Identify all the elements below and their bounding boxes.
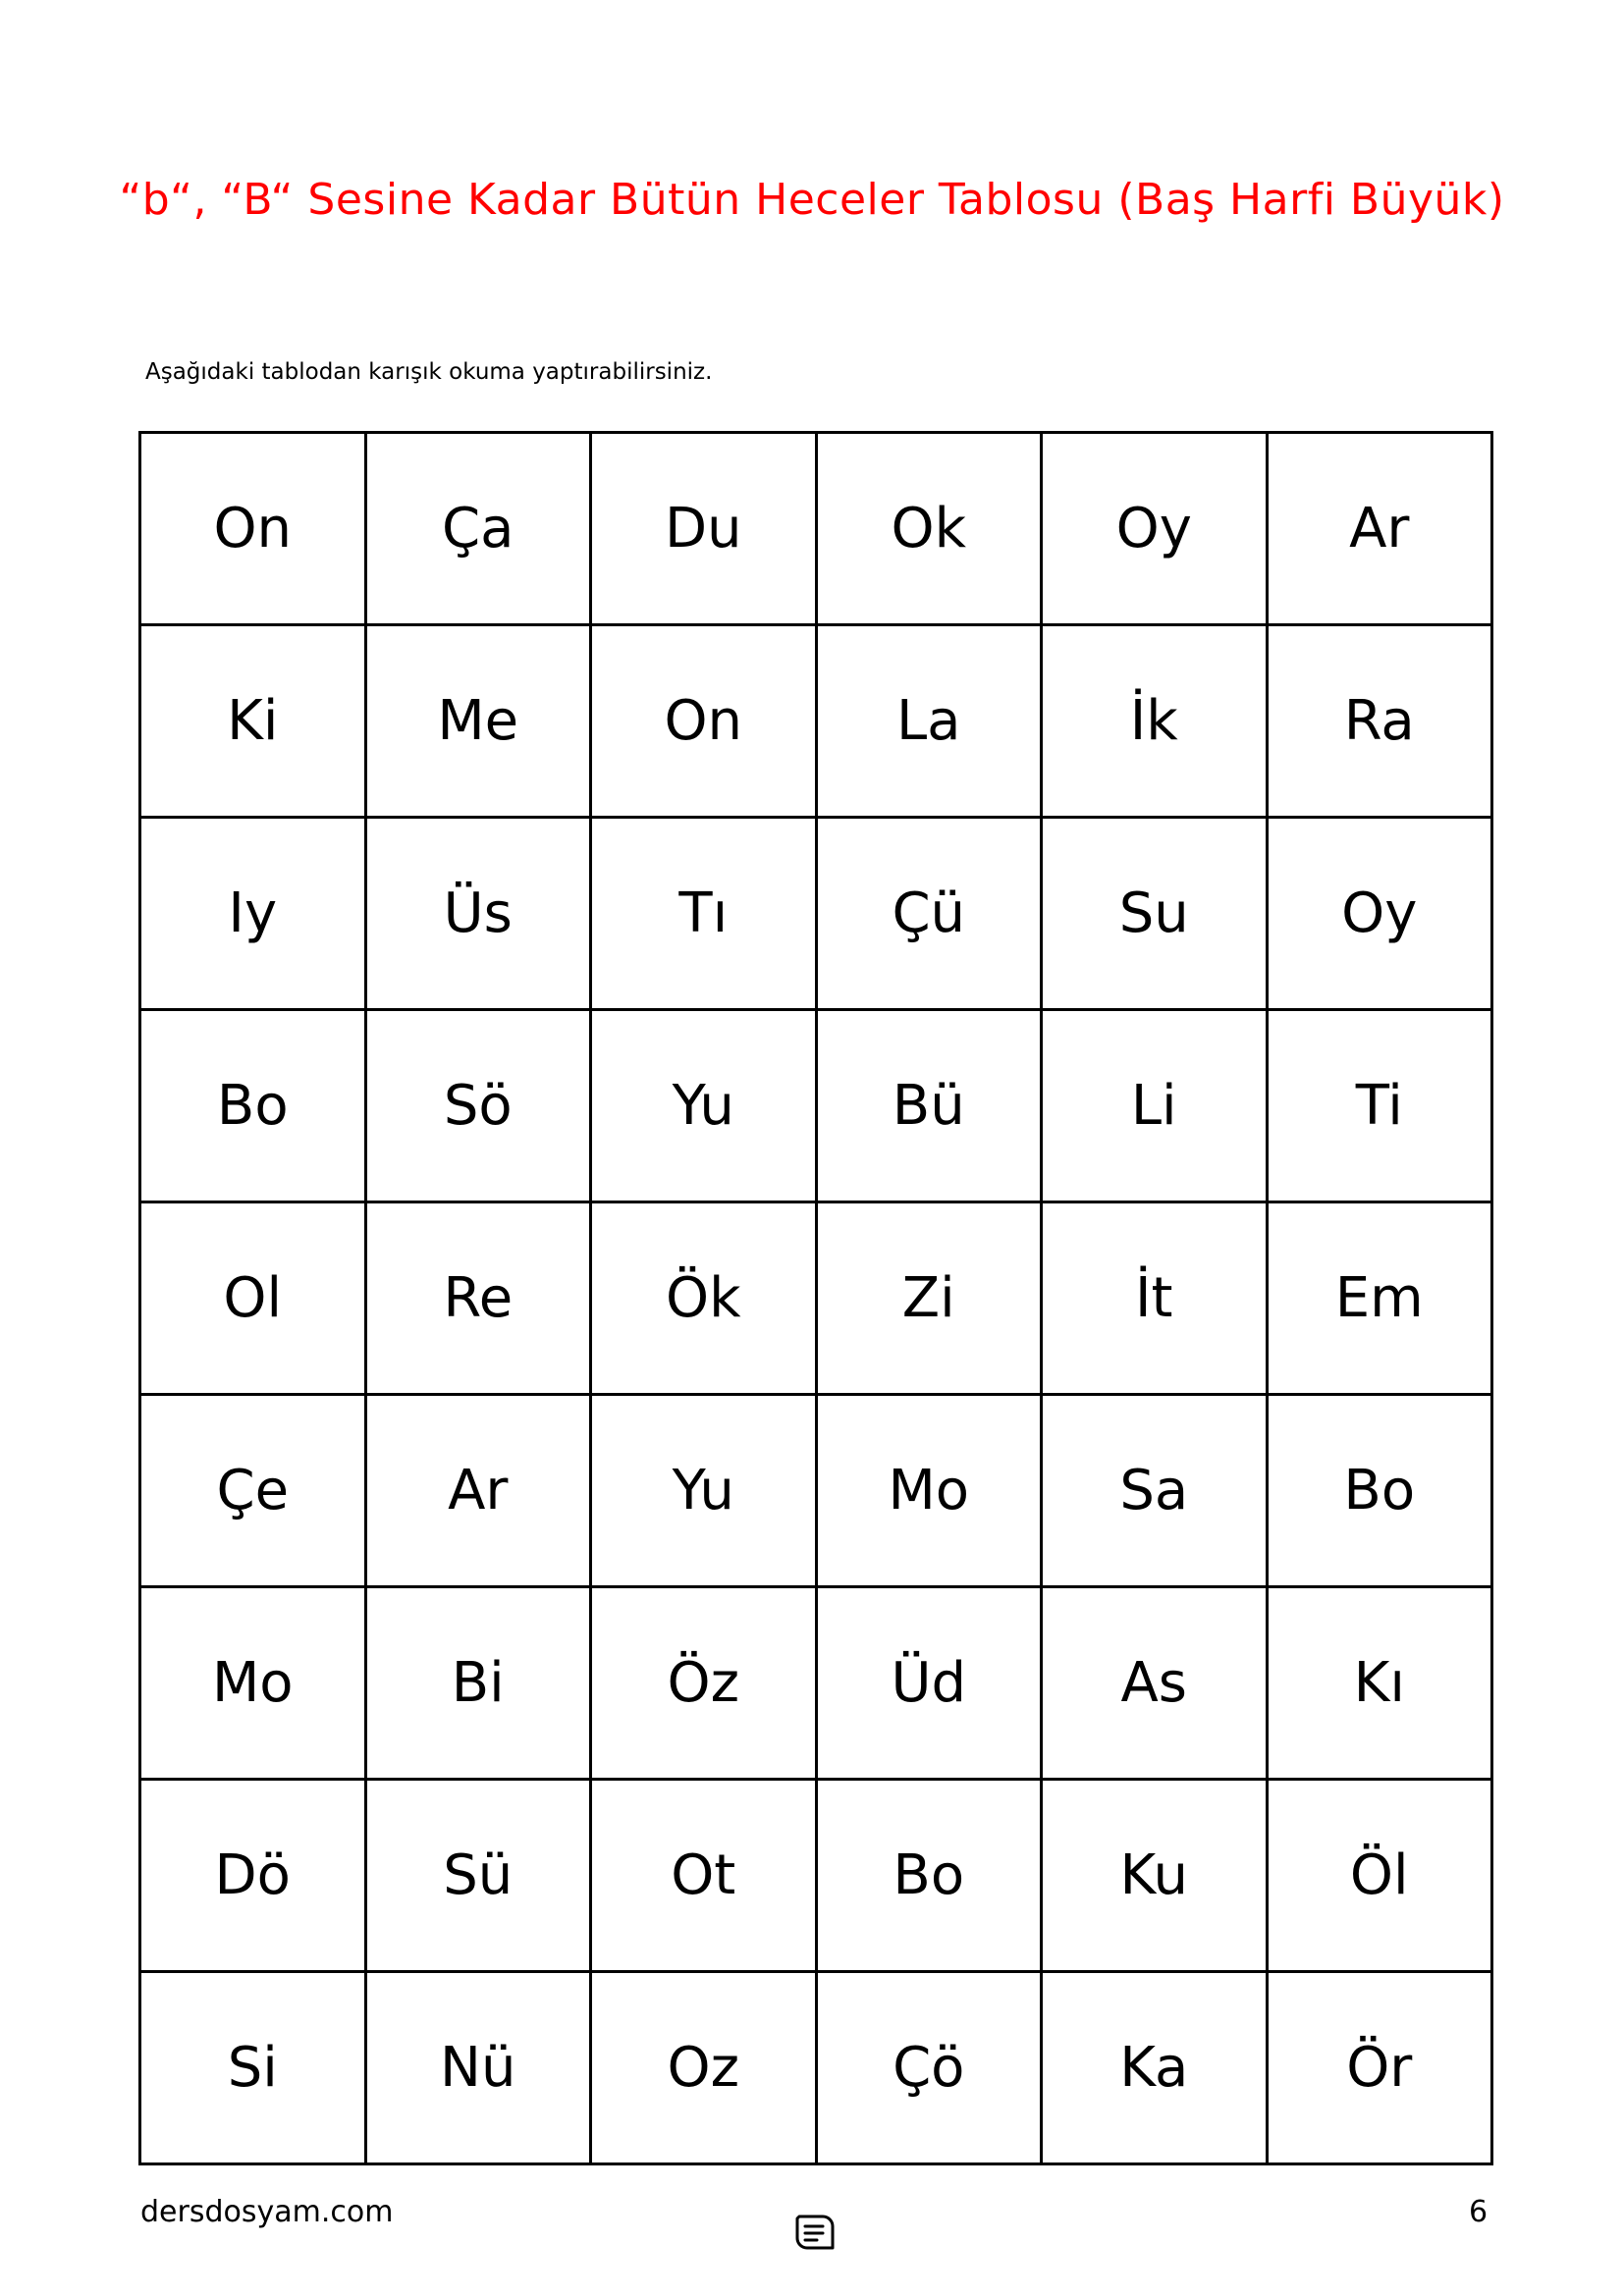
syllable-cell: Mo — [816, 1395, 1042, 1587]
syllable-cell: La — [816, 625, 1042, 818]
page-title: “b“, “B“ Sesine Kadar Bütün Heceler Tablosu (Baş Harfi Büyük) — [119, 175, 1505, 225]
syllable-cell: Zi — [816, 1202, 1042, 1395]
syllable-cell: Du — [591, 433, 817, 625]
table-row — [140, 625, 1492, 818]
syllable-cell: Üd — [816, 1587, 1042, 1780]
syllable-cell: Me — [365, 625, 591, 818]
syllable-cell: Em — [1267, 1202, 1492, 1395]
syllable-cell: Kı — [1267, 1587, 1492, 1780]
syllable-cell: Dö — [140, 1780, 366, 1972]
syllable-cell: Nü — [365, 1972, 591, 2164]
syllable-cell: Çe — [140, 1395, 366, 1587]
syllable-cell: Yu — [591, 1395, 817, 1587]
syllable-cell: Bo — [140, 1010, 366, 1202]
syllable-cell: Ki — [140, 625, 366, 818]
syllable-cell: Ka — [1042, 1972, 1268, 2164]
syllable-cell: Çü — [816, 818, 1042, 1010]
table-row — [140, 1587, 1492, 1780]
syllable-cell: Bo — [816, 1780, 1042, 1972]
document-lines-icon — [793, 2213, 837, 2252]
syllable-cell: Ar — [365, 1395, 591, 1587]
table-row — [140, 818, 1492, 1010]
syllable-cell: Oy — [1042, 433, 1268, 625]
syllable-cell: İk — [1042, 625, 1268, 818]
syllable-cell: Yu — [591, 1010, 817, 1202]
syllable-cell: İt — [1042, 1202, 1268, 1395]
table-row — [140, 433, 1492, 625]
footer-site-name: dersdosyam.com — [140, 2195, 394, 2229]
syllable-cell: Ra — [1267, 625, 1492, 818]
syllable-cell: Öz — [591, 1587, 817, 1780]
syllable-cell: Ol — [140, 1202, 366, 1395]
syllable-cell: On — [591, 625, 817, 818]
page-number: 6 — [1469, 2195, 1489, 2229]
syllable-cell: Tı — [591, 818, 817, 1010]
syllable-cell: Ku — [1042, 1780, 1268, 1972]
syllable-cell: Bo — [1267, 1395, 1492, 1587]
table-row — [140, 1972, 1492, 2164]
syllable-table — [138, 431, 1493, 2165]
syllable-cell: Üs — [365, 818, 591, 1010]
table-row — [140, 1780, 1492, 1972]
syllable-cell: Çö — [816, 1972, 1042, 2164]
syllable-cell: Ça — [365, 433, 591, 625]
syllable-cell: Su — [1042, 818, 1268, 1010]
syllable-cell: Ör — [1267, 1972, 1492, 2164]
syllable-cell: Bü — [816, 1010, 1042, 1202]
syllable-cell: On — [140, 433, 366, 625]
syllable-cell: Sa — [1042, 1395, 1268, 1587]
syllable-cell: Oy — [1267, 818, 1492, 1010]
syllable-cell: Li — [1042, 1010, 1268, 1202]
syllable-cell: Öl — [1267, 1780, 1492, 1972]
syllable-cell: Bi — [365, 1587, 591, 1780]
syllable-cell: Re — [365, 1202, 591, 1395]
table-row — [140, 1010, 1492, 1202]
syllable-cell: Mo — [140, 1587, 366, 1780]
syllable-cell: Ök — [591, 1202, 817, 1395]
syllable-cell: Sü — [365, 1780, 591, 1972]
syllable-cell: Ot — [591, 1780, 817, 1972]
syllable-cell: Oz — [591, 1972, 817, 2164]
instruction-text: Aşağıdaki tablodan karışık okuma yaptırabilirsiniz. — [145, 359, 713, 385]
syllable-cell: Sö — [365, 1010, 591, 1202]
syllable-cell: Si — [140, 1972, 366, 2164]
syllable-cell: As — [1042, 1587, 1268, 1780]
syllable-cell: Ar — [1267, 433, 1492, 625]
syllable-cell: Ti — [1267, 1010, 1492, 1202]
table-row — [140, 1395, 1492, 1587]
syllable-cell: Iy — [140, 818, 366, 1010]
table-row — [140, 1202, 1492, 1395]
syllable-cell: Ok — [816, 433, 1042, 625]
